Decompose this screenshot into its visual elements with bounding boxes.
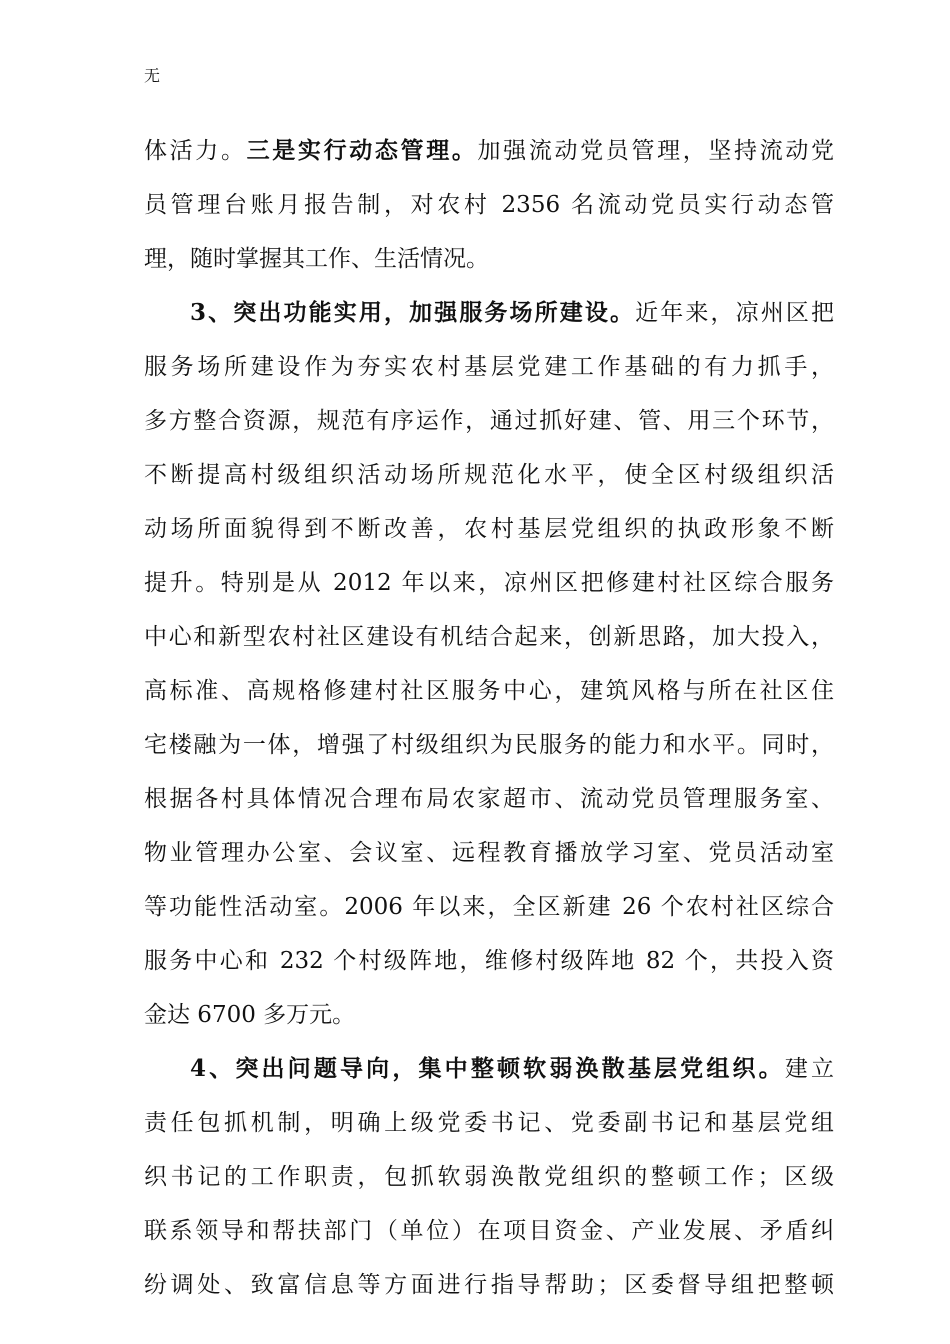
- text-segment: 纷调处、致富信息等方面进行指导帮助；区委督导组把整顿: [144, 1272, 834, 1298]
- bold-heading-text: 3、突出功能实用，加强服务场所建设。: [190, 299, 636, 326]
- text-segment: 多方整合资源，规范有序运作，通过抓好建、管、用三个环节，: [144, 408, 834, 434]
- text-line: [144, 502, 834, 556]
- text-segment: 等功能性活动室。2006 年以来，全区新建 26 个农村社区综合: [144, 894, 834, 920]
- text-segment: 理，随时掌握其工作、生活情况。: [144, 246, 489, 272]
- text-line: [144, 1042, 834, 1096]
- text-line: [144, 988, 834, 1042]
- text-segment: 服务场所建设作为夯实农村基层党建工作基础的有力抓手，: [144, 354, 834, 380]
- text-line: [144, 556, 834, 610]
- text-line: [144, 124, 834, 178]
- text-line: [144, 394, 834, 448]
- text-segment: 体活力。: [144, 138, 247, 164]
- text-line: [144, 232, 834, 286]
- text-segment: 服务中心和 232 个村级阵地，维修村级阵地 82 个，共投入资: [144, 948, 834, 974]
- text-segment: 加强流动党员管理，坚持流动党: [477, 138, 834, 164]
- text-segment: 物业管理办公室、会议室、远程教育播放学习室、党员活动室: [144, 840, 834, 866]
- text-line: [144, 718, 834, 772]
- text-line: [144, 448, 834, 502]
- text-line: [144, 1258, 834, 1312]
- text-segment: 金达 6700 多万元。: [144, 1002, 356, 1028]
- text-segment: 织书记的工作职责，包抓软弱涣散党组织的整顿工作；区级: [144, 1164, 834, 1190]
- text-segment: 提升。特别是从 2012 年以来，凉州区把修建村社区综合服务: [144, 570, 834, 596]
- text-line: [144, 880, 834, 934]
- text-line: [144, 664, 834, 718]
- text-line: [144, 286, 834, 340]
- text-segment: 宅楼融为一体，增强了村级组织为民服务的能力和水平。同时，: [144, 732, 834, 758]
- text-line: [144, 1204, 834, 1258]
- text-segment: 近年来，凉州区把: [635, 300, 834, 326]
- text-segment: 根据各村具体情况合理布局农家超市、流动党员管理服务室、: [144, 786, 834, 812]
- text-segment: 高标准、高规格修建村社区服务中心，建筑风格与所在社区住: [144, 678, 834, 704]
- text-segment: 中心和新型农村社区建设有机结合起来，创新思路，加大投入，: [144, 624, 834, 650]
- text-line: [144, 178, 834, 232]
- text-segment: 责任包抓机制，明确上级党委书记、党委副书记和基层党组: [144, 1110, 834, 1136]
- text-segment: 联系领导和帮扶部门（单位）在项目资金、产业发展、矛盾纠: [144, 1218, 834, 1244]
- text-line: [144, 826, 834, 880]
- text-segment: 员管理台账月报告制，对农村 2356 名流动党员实行动态管: [144, 192, 834, 218]
- bold-heading-text: 4、突出问题导向，集中整顿软弱涣散基层党组织。: [190, 1055, 785, 1082]
- header-mark: 无: [144, 66, 161, 85]
- text-segment: 动场所面貌得到不断改善，农村基层党组织的执政形象不断: [144, 516, 834, 542]
- bold-heading-text: 三是实行动态管理。: [246, 137, 478, 164]
- text-line: [144, 1096, 834, 1150]
- text-line: [144, 772, 834, 826]
- text-line: [144, 610, 834, 664]
- text-segment: 不断提高村级组织活动场所规范化水平，使全区村级组织活: [144, 462, 834, 488]
- text-line: [144, 340, 834, 394]
- text-line: [144, 1150, 834, 1204]
- text-segment: 建立: [784, 1056, 834, 1082]
- body-text: [144, 124, 834, 1312]
- text-line: [144, 934, 834, 988]
